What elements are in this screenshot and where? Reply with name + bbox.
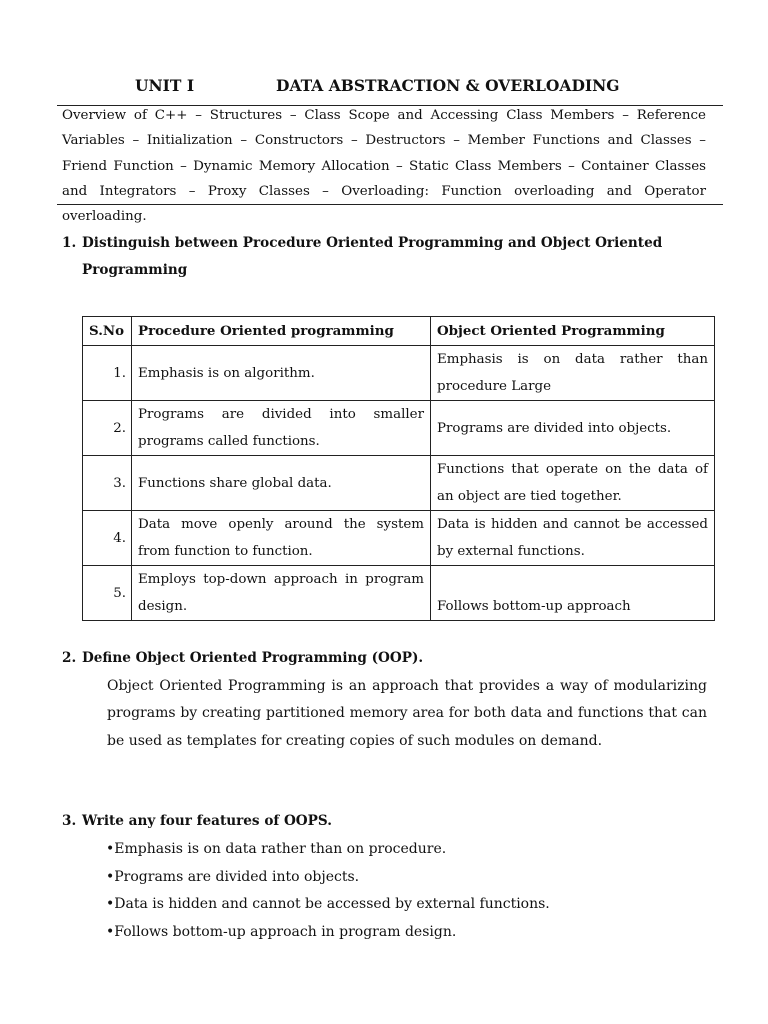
list-item: •Emphasis is on data rather than on procedure. xyxy=(106,841,447,857)
comparison-table xyxy=(82,316,715,621)
list-item: •Follows bottom-up approach in program design. xyxy=(106,923,457,940)
table-row xyxy=(83,456,715,511)
question-number: 3. xyxy=(62,813,77,829)
oops-features-list xyxy=(106,836,706,946)
procedure-oriented-cell: Functions share global data. xyxy=(132,456,431,511)
table-row xyxy=(83,346,715,401)
unit-label: UNIT I xyxy=(135,76,195,95)
list-item: •Programs are divided into objects. xyxy=(106,868,360,885)
row-number: 4. xyxy=(83,511,132,566)
oop-definition-answer: Object Oriented Programming is an approach that provides a way of modularizing programs by creating partitioned memory area for both data and functions that can be used as templates for creating copies of such modules on demand. xyxy=(107,678,707,749)
question-text: Define Object Oriented Programming (OOP). xyxy=(82,650,424,666)
table-row xyxy=(83,566,715,621)
row-number: 5. xyxy=(83,566,132,621)
object-oriented-cell: Programs are divided into objects. xyxy=(431,401,715,456)
procedure-oriented-cell: Data move openly around the system from function to function. xyxy=(132,511,431,566)
procedure-oriented-cell: Programs are divided into smaller programs called functions. xyxy=(132,401,431,456)
column-header-sno: S.No xyxy=(83,317,132,346)
question-3 xyxy=(62,808,702,835)
question-2 xyxy=(62,645,702,672)
list-item: •Data is hidden and cannot be accessed by external functions. xyxy=(106,896,550,912)
syllabus-overview: Overview of C++ – Structures – Class Scope and Accessing Class Members – Reference Variables – Initialization – Constructors – Destructors – Member Functions and Classes – Friend Function – Dynamic Memory Allocation – Static Class Members – Container Classes and Integrators – Proxy Classes – Overloading: Function overloading and Operator overloading. xyxy=(62,108,706,225)
column-header-procedure-oriented: Procedure Oriented programming xyxy=(132,317,431,346)
bottom-divider xyxy=(57,204,723,205)
table-header-row xyxy=(83,317,715,346)
table-row xyxy=(83,401,715,456)
object-oriented-cell: Emphasis is on data rather than procedure Large xyxy=(431,346,715,401)
question-text: Distinguish between Procedure Oriented Programming and Object Oriented Programming xyxy=(82,235,663,278)
unit-title: DATA ABSTRACTION & OVERLOADING xyxy=(276,76,620,95)
object-oriented-cell: Data is hidden and cannot be accessed by external functions. xyxy=(431,511,715,566)
row-number: 3. xyxy=(83,456,132,511)
object-oriented-cell: Follows bottom-up approach xyxy=(431,566,715,621)
question-number: 1. xyxy=(62,235,77,251)
question-number: 2. xyxy=(62,650,77,666)
procedure-oriented-cell: Emphasis is on algorithm. xyxy=(132,346,431,401)
question-1 xyxy=(62,230,702,284)
column-header-object-oriented: Object Oriented Programming xyxy=(431,317,715,346)
procedure-oriented-cell: Employs top-down approach in program design. xyxy=(132,566,431,621)
table-row xyxy=(83,511,715,566)
row-number: 2. xyxy=(83,401,132,456)
question-text: Write any four features of OOPS. xyxy=(82,813,332,829)
row-number: 1. xyxy=(83,346,132,401)
object-oriented-cell: Functions that operate on the data of an object are tied together. xyxy=(431,456,715,511)
